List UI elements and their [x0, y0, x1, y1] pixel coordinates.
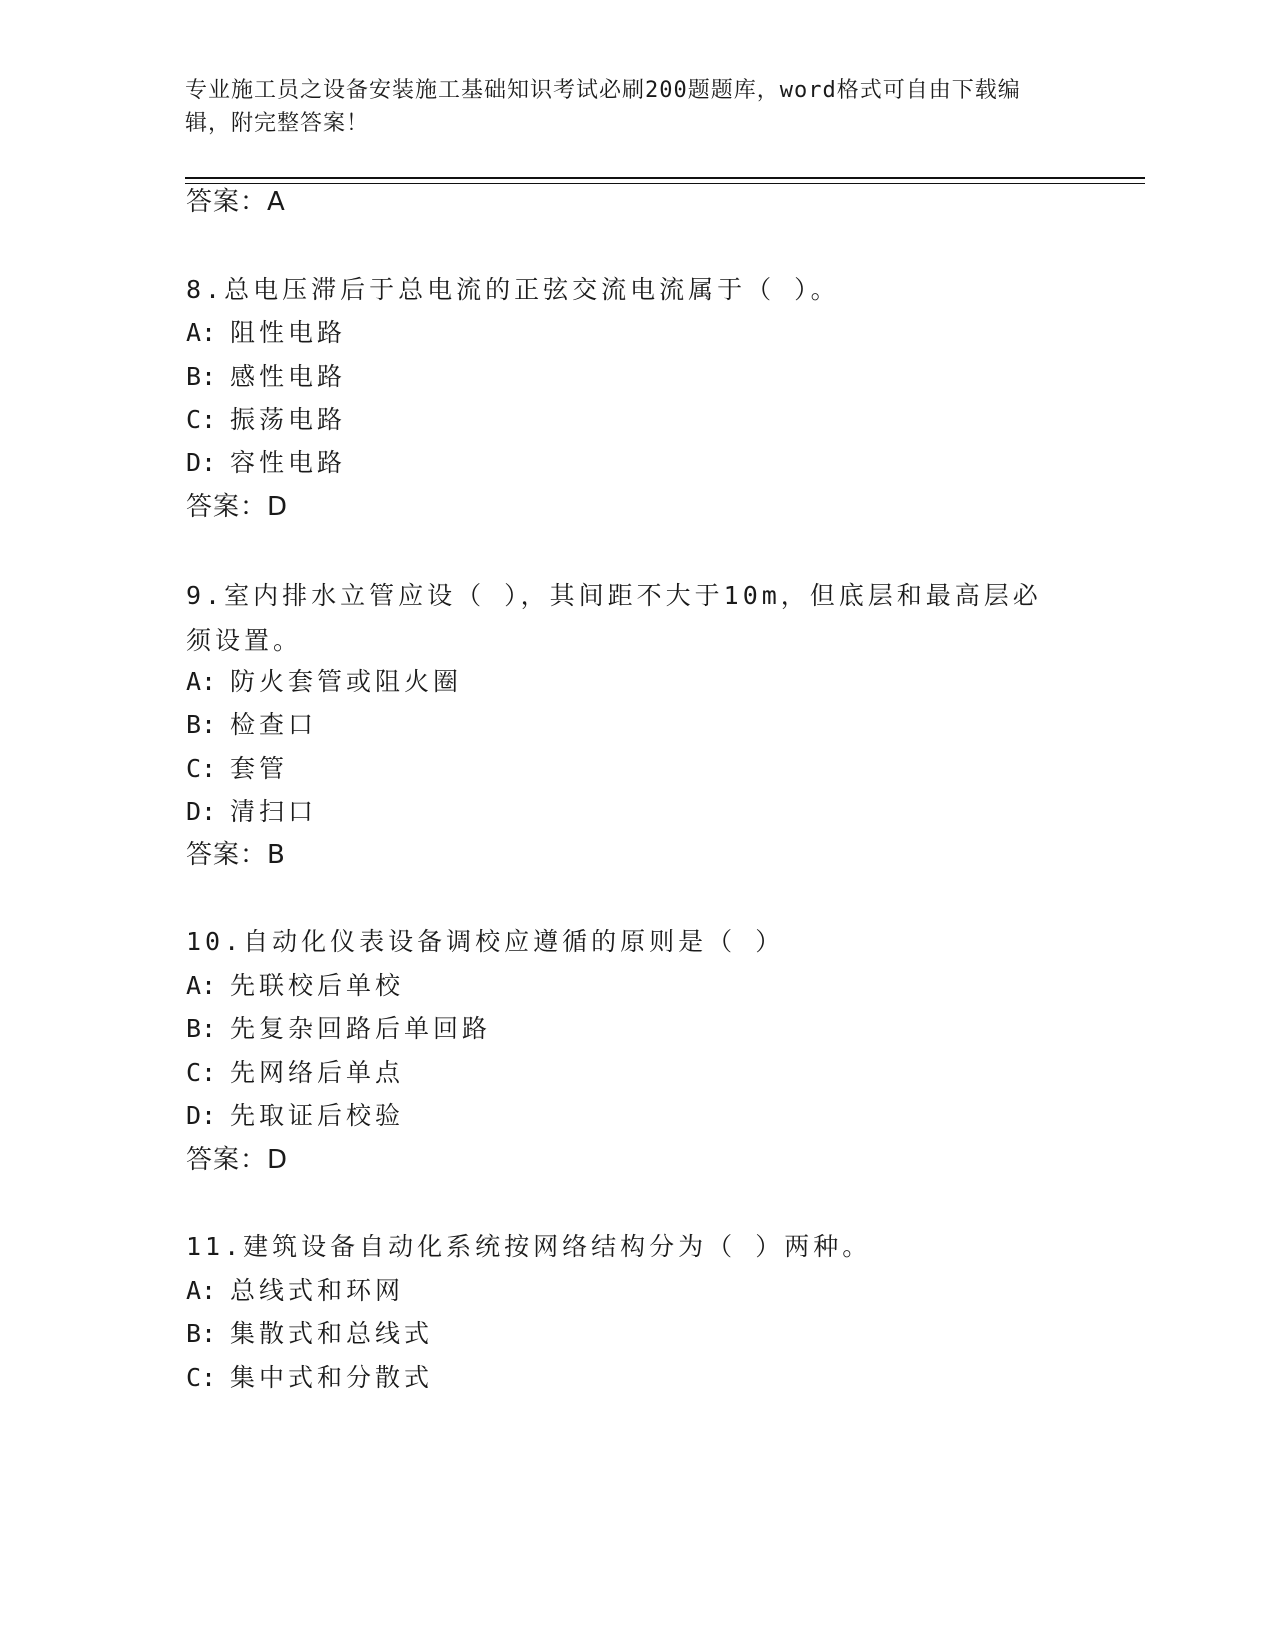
header-divider-thin: [185, 183, 1145, 184]
option-key: A:: [186, 667, 217, 696]
question-stem: 8.总电压滞后于总电流的正弦交流电流属于（ ）。: [186, 275, 840, 304]
option-text: 总线式和环网: [230, 1276, 405, 1305]
option-key: B:: [186, 710, 217, 739]
option-key: B:: [186, 1014, 217, 1043]
question-stem: 10.自动化仪表设备调校应遵循的原则是（ ）: [186, 927, 785, 956]
answer: 答案：D: [186, 1145, 289, 1175]
option-text: 振荡电路: [230, 405, 347, 434]
option-key: B:: [186, 1319, 217, 1348]
option-b: [186, 1319, 433, 1349]
option-key: D:: [186, 797, 217, 826]
option-key: C:: [186, 754, 217, 783]
option-text: 先网络后单点: [230, 1058, 405, 1087]
option-key: C:: [186, 405, 217, 434]
header-divider-thick: [185, 177, 1145, 179]
option-key: B:: [186, 362, 217, 391]
option-text: 检查口: [230, 710, 318, 739]
option-text: 集散式和总线式: [230, 1319, 434, 1348]
option-a: [186, 667, 462, 697]
option-c: [186, 754, 288, 784]
option-d: [186, 1101, 404, 1131]
option-a: [186, 1276, 404, 1306]
option-b: [186, 710, 317, 740]
option-text: 阻性电路: [230, 318, 347, 347]
option-c: [186, 1058, 404, 1088]
option-d: [186, 448, 346, 478]
option-text: 感性电路: [230, 362, 347, 391]
option-text: 先复杂回路后单回路: [230, 1014, 492, 1043]
option-text: 容性电路: [230, 448, 347, 477]
option-text: 套管: [230, 754, 289, 783]
option-text: 先联校后单校: [230, 971, 405, 1000]
option-key: A:: [186, 971, 217, 1000]
option-key: D:: [186, 448, 217, 477]
option-c: [186, 1363, 433, 1393]
option-a: [186, 318, 346, 348]
option-key: A:: [186, 1276, 217, 1305]
answer: 答案：B: [186, 840, 286, 870]
option-d: [186, 797, 317, 827]
option-key: D:: [186, 1101, 217, 1130]
option-key: C:: [186, 1363, 217, 1392]
previous-answer: 答案：A: [186, 187, 286, 217]
option-text: 清扫口: [230, 797, 318, 826]
answer: 答案：D: [186, 492, 289, 522]
option-key: A:: [186, 318, 217, 347]
option-text: 先取证后校验: [230, 1101, 405, 1130]
question-stem: 11.建筑设备自动化系统按网络结构分为（ ）两种。: [186, 1232, 872, 1261]
option-text: 防火套管或阻火圈: [230, 667, 463, 696]
option-b: [186, 362, 346, 392]
document-header-title: 专业施工员之设备安装施工基础知识考试必刷200题题库，word格式可自由下载编辑，附完整答案！: [185, 78, 1021, 136]
option-key: C:: [186, 1058, 217, 1087]
option-b: [186, 1014, 491, 1044]
option-c: [186, 405, 346, 435]
question-stem: 9.室内排水立管应设（ ），其间距不大于10m，但底层和最高层必须设置。: [186, 581, 1042, 655]
option-a: [186, 971, 404, 1001]
option-text: 集中式和分散式: [230, 1363, 434, 1392]
